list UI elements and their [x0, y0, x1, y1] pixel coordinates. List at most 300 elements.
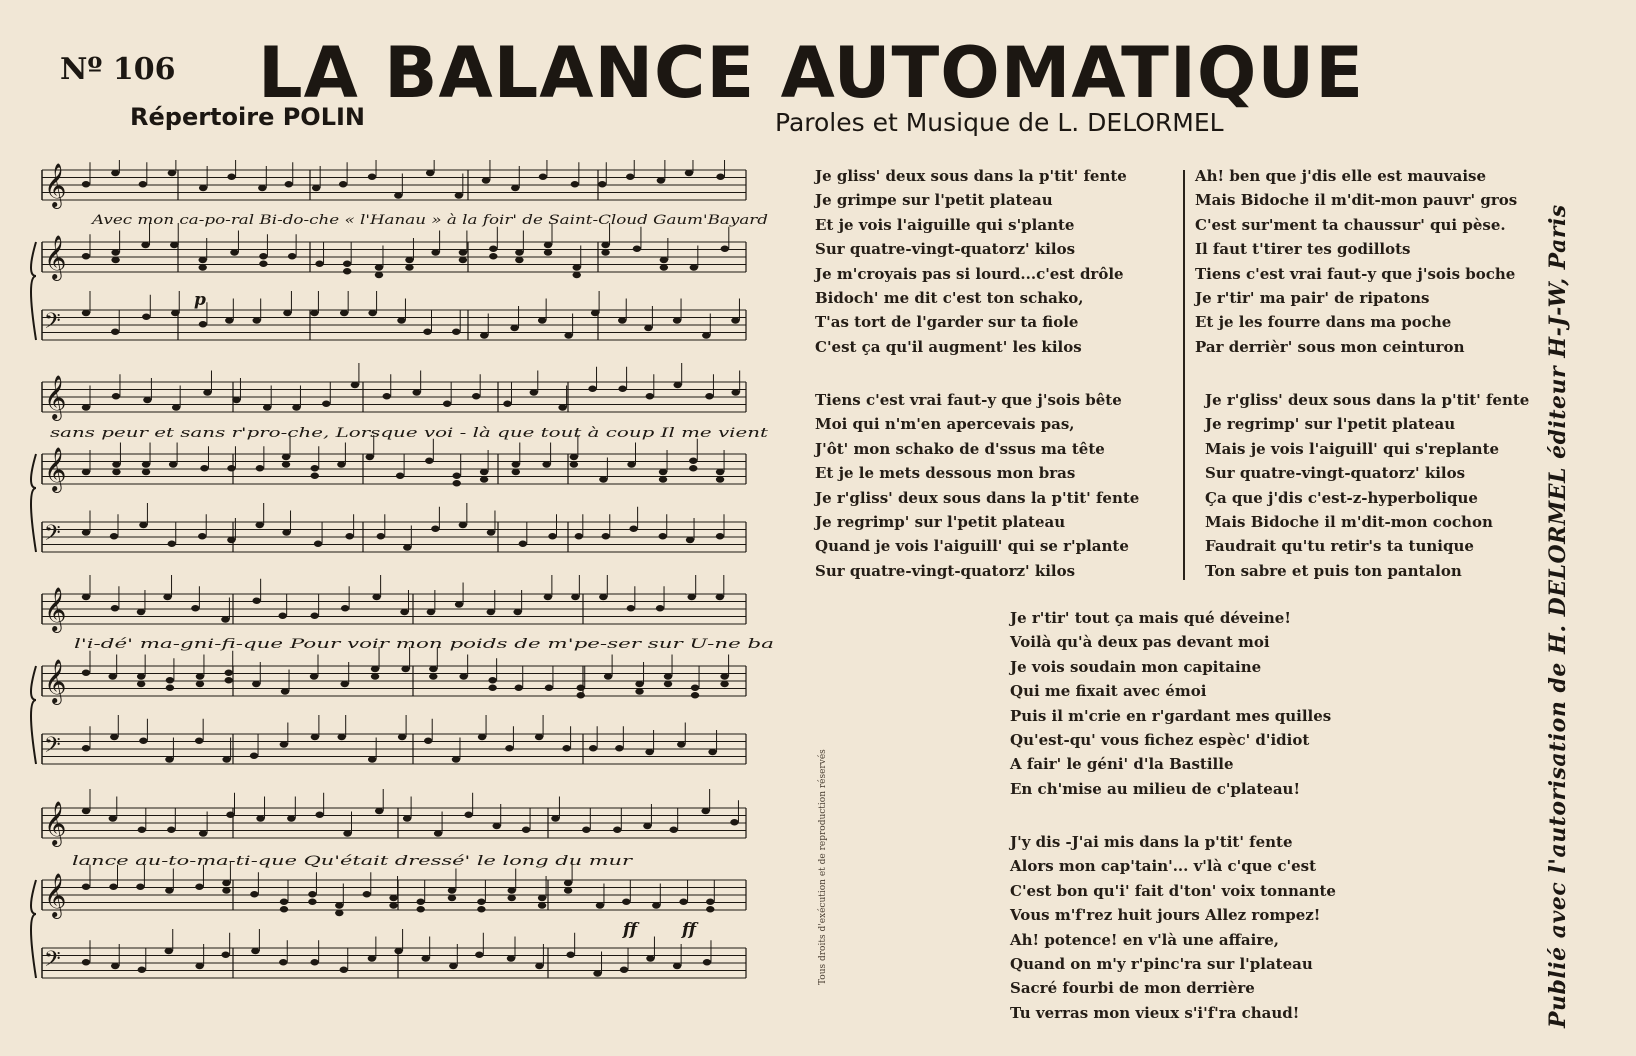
- notehead-icon: [448, 887, 456, 893]
- notehead-icon: [141, 242, 149, 248]
- notehead-icon: [111, 329, 119, 335]
- notehead-icon: [170, 242, 178, 248]
- notehead-icon: [368, 756, 376, 762]
- notehead-icon: [398, 734, 406, 740]
- notehead-icon: [310, 673, 318, 679]
- notehead-icon: [279, 959, 287, 965]
- notehead-icon: [82, 469, 90, 475]
- column-divider: [1183, 170, 1185, 580]
- notehead-icon: [375, 264, 383, 270]
- notehead-icon: [679, 899, 687, 905]
- notehead-icon: [443, 401, 451, 407]
- notehead-icon: [82, 670, 90, 676]
- lyric-line: Tu verras mon vieux s'i'f'ra chaud!: [1010, 1003, 1300, 1022]
- notehead-icon: [339, 181, 347, 187]
- lyric-line: Il faut t'tirer tes godillots: [1195, 240, 1411, 259]
- notehead-icon: [227, 465, 235, 471]
- notehead-icon: [280, 741, 288, 747]
- notehead-icon: [660, 257, 668, 263]
- notehead-icon: [656, 605, 664, 611]
- notehead-icon: [225, 317, 233, 323]
- notehead-icon: [195, 963, 203, 969]
- notehead-icon: [535, 734, 543, 740]
- notehead-icon: [702, 332, 710, 338]
- notehead-icon: [705, 393, 713, 399]
- notehead-icon: [570, 454, 578, 460]
- notehead-icon: [508, 887, 516, 893]
- notehead-icon: [200, 465, 208, 471]
- lyric-line: Quand on m'y r'pinc'ra sur l'plateau: [1010, 955, 1313, 974]
- notehead-icon: [251, 948, 259, 954]
- notehead-icon: [599, 476, 607, 482]
- notehead-icon: [673, 317, 681, 323]
- notehead-icon: [538, 317, 546, 323]
- notehead-icon: [403, 544, 411, 550]
- notehead-icon: [335, 902, 343, 908]
- notehead-icon: [429, 666, 437, 672]
- notehead-icon: [315, 261, 323, 267]
- notehead-icon: [136, 884, 144, 890]
- notehead-icon: [375, 808, 383, 814]
- notehead-icon: [311, 465, 319, 471]
- notehead-icon: [659, 469, 667, 475]
- notehead-icon: [455, 192, 463, 198]
- notehead-icon: [368, 174, 376, 180]
- notehead-icon: [111, 605, 119, 611]
- notehead-icon: [480, 332, 488, 338]
- notehead-icon: [645, 749, 653, 755]
- notehead-icon: [281, 688, 289, 694]
- notehead-icon: [513, 609, 521, 615]
- notehead-icon: [110, 734, 118, 740]
- lyrics-column-2-stanza-2: [1205, 388, 1529, 583]
- notehead-icon: [564, 880, 572, 886]
- notehead-icon: [673, 382, 681, 388]
- notehead-icon: [109, 884, 117, 890]
- notehead-icon: [730, 819, 738, 825]
- notehead-icon: [169, 461, 177, 467]
- notehead-icon: [412, 389, 420, 395]
- notehead-icon: [112, 393, 120, 399]
- notehead-icon: [664, 673, 672, 679]
- notehead-icon: [405, 257, 413, 263]
- treble-clef-icon: 𝄞: [44, 375, 67, 419]
- notehead-icon: [716, 174, 724, 180]
- notehead-icon: [230, 249, 238, 255]
- notehead-icon: [601, 242, 609, 248]
- score-lyric-3: l'i-dé' ma-gni-fi-que Pour voir mon poids de m'pe-ser sur U-ne ba: [74, 637, 774, 652]
- song-title: LA BALANCE AUTOMATIQUE: [258, 32, 1365, 114]
- notehead-icon: [255, 522, 263, 528]
- notehead-icon: [515, 249, 523, 255]
- notehead-icon: [310, 613, 318, 619]
- notehead-icon: [340, 967, 348, 973]
- notehead-icon: [691, 685, 699, 691]
- notehead-icon: [493, 823, 501, 829]
- lyric-line: Tiens c'est vrai faut-y que j'sois bête: [815, 391, 1122, 409]
- lyrics-column-3-stanza-2: [1010, 830, 1336, 1025]
- notehead-icon: [613, 827, 621, 833]
- notehead-icon: [571, 181, 579, 187]
- notehead-icon: [685, 170, 693, 176]
- lyric-line: C'est sur'ment ta chaussur' qui pèse.: [1195, 215, 1506, 234]
- notehead-icon: [627, 461, 635, 467]
- notehead-icon: [371, 666, 379, 672]
- notehead-icon: [544, 594, 552, 600]
- repertoire-label: Répertoire POLIN: [130, 103, 366, 131]
- notehead-icon: [477, 899, 485, 905]
- notehead-icon: [278, 613, 286, 619]
- notehead-icon: [310, 959, 318, 965]
- notehead-icon: [139, 522, 147, 528]
- notehead-icon: [199, 257, 207, 263]
- notehead-icon: [112, 461, 120, 467]
- lyrics-column-3-stanza-1: [1010, 606, 1331, 801]
- notehead-icon: [488, 677, 496, 683]
- legal-note: Tous droits d'exécution et de reproduction réservés: [818, 749, 828, 985]
- notehead-icon: [577, 685, 585, 691]
- notehead-icon: [250, 891, 258, 897]
- notehead-icon: [708, 749, 716, 755]
- notehead-icon: [221, 952, 229, 958]
- treble-clef-icon: 𝄞: [44, 801, 67, 845]
- notehead-icon: [263, 404, 271, 410]
- notehead-icon: [669, 827, 677, 833]
- notehead-icon: [111, 963, 119, 969]
- notehead-icon: [322, 401, 330, 407]
- notehead-icon: [195, 738, 203, 744]
- lyric-line: Je r'gliss' deux sous dans la p'tit' fente: [815, 488, 1140, 507]
- notehead-icon: [535, 963, 543, 969]
- notehead-icon: [142, 461, 150, 467]
- notehead-icon: [673, 963, 681, 969]
- notehead-icon: [427, 609, 435, 615]
- notehead-icon: [343, 261, 351, 267]
- notehead-icon: [507, 955, 515, 961]
- notehead-icon: [620, 967, 628, 973]
- notehead-icon: [434, 830, 442, 836]
- notehead-icon: [111, 170, 119, 176]
- lyric-line: Je gliss' deux sous dans la p'tit' fente: [815, 167, 1127, 185]
- lyric-line: Qu'est-qu' vous fichez espèc' d'idiot: [1010, 731, 1310, 750]
- notehead-icon: [452, 329, 460, 335]
- notehead-icon: [372, 594, 380, 600]
- lyric-line: Sacré fourbi de mon derrière: [1010, 979, 1255, 998]
- notehead-icon: [452, 756, 460, 762]
- lyrics-column-1-stanza-1: [815, 164, 1127, 359]
- lyric-line: Et je les fourre dans ma poche: [1195, 313, 1452, 332]
- notehead-icon: [337, 461, 345, 467]
- notehead-icon: [143, 397, 151, 403]
- notehead-icon: [343, 830, 351, 836]
- notehead-icon: [82, 310, 90, 316]
- notehead-icon: [627, 605, 635, 611]
- lyrics-column-1-stanza-2: [815, 388, 1139, 583]
- notehead-icon: [222, 756, 230, 762]
- notehead-icon: [731, 389, 739, 395]
- notehead-icon: [633, 246, 641, 252]
- notehead-icon: [314, 541, 322, 547]
- notehead-icon: [252, 598, 260, 604]
- notehead-icon: [196, 673, 204, 679]
- notehead-icon: [401, 666, 409, 672]
- notehead-icon: [168, 170, 176, 176]
- notehead-icon: [199, 830, 207, 836]
- notehead-icon: [108, 673, 116, 679]
- notehead-icon: [582, 827, 590, 833]
- notehead-icon: [82, 808, 90, 814]
- lyric-line: Alors mon cap'tain'... v'là c'que c'est: [1010, 857, 1317, 876]
- lyric-line: Je vois soudain mon capitaine: [1010, 657, 1262, 676]
- notehead-icon: [551, 815, 559, 821]
- notehead-icon: [82, 959, 90, 965]
- notehead-icon: [588, 386, 596, 392]
- notehead-icon: [396, 473, 404, 479]
- notehead-icon: [351, 382, 359, 388]
- dynamic-mark-p: p: [194, 290, 206, 310]
- credits-label: Paroles et Musique de L. DELORMEL: [775, 108, 1224, 137]
- notehead-icon: [690, 264, 698, 270]
- lyric-line: Quand je vois l'aiguill' qui se r'plante: [815, 537, 1129, 556]
- score-lyric-1: Avec mon ca-po-ral Bi-do-che « l'Hanau » à la foir' de Saint-Cloud Gaum'Bayard: [90, 213, 768, 228]
- notehead-icon: [259, 253, 267, 259]
- dynamic-mark-ff-2: ff: [682, 920, 697, 940]
- notehead-icon: [222, 880, 230, 886]
- lyric-line: Ton sabre et puis ton pantalon: [1205, 561, 1462, 580]
- notehead-icon: [573, 264, 581, 270]
- notehead-icon: [646, 955, 654, 961]
- notehead-icon: [480, 469, 488, 475]
- lyric-line: Vous m'f'rez huit jours Allez rompez!: [1010, 906, 1321, 925]
- notehead-icon: [455, 601, 463, 607]
- lyric-line: Mais Bidoche il m'dit-mon pauvr' gros: [1195, 191, 1518, 210]
- notehead-icon: [602, 533, 610, 539]
- lyric-line: Faudrait qu'tu retir's ta tunique: [1205, 537, 1474, 556]
- notehead-icon: [110, 533, 118, 539]
- notehead-icon: [389, 895, 397, 901]
- notehead-icon: [604, 673, 612, 679]
- notehead-icon: [400, 609, 408, 615]
- notehead-icon: [363, 891, 371, 897]
- notehead-icon: [598, 181, 606, 187]
- notehead-icon: [232, 397, 240, 403]
- notehead-icon: [515, 685, 523, 691]
- notehead-icon: [459, 249, 467, 255]
- notehead-icon: [191, 605, 199, 611]
- notehead-icon: [423, 329, 431, 335]
- notehead-icon: [137, 673, 145, 679]
- notehead-icon: [644, 325, 652, 331]
- notehead-icon: [165, 756, 173, 762]
- notehead-icon: [394, 192, 402, 198]
- notehead-icon: [562, 745, 570, 751]
- notehead-icon: [421, 955, 429, 961]
- score-lyric-2: sans peur et sans r'pro-che, Lorsque voi - là que tout à coup Il me vient: [50, 426, 770, 441]
- notehead-icon: [487, 609, 495, 615]
- notehead-icon: [282, 529, 290, 535]
- lyric-line: Je regrimp' sur l'petit plateau: [1205, 415, 1456, 434]
- notehead-icon: [478, 734, 486, 740]
- treble-clef-icon: 𝄞: [44, 873, 67, 917]
- notehead-icon: [315, 812, 323, 818]
- notehead-icon: [368, 955, 376, 961]
- notehead-icon: [82, 745, 90, 751]
- lyric-line: En ch'mise au milieu de c'plateau!: [1010, 779, 1301, 798]
- bass-clef-icon: 𝄢: [44, 947, 61, 977]
- notehead-icon: [472, 393, 480, 399]
- notehead-icon: [564, 332, 572, 338]
- notehead-icon: [256, 465, 264, 471]
- lyric-line: Je grimpe sur l'petit plateau: [815, 191, 1053, 210]
- lyric-line: Tiens c'est vrai faut-y que j'sois boche: [1195, 264, 1516, 283]
- notehead-icon: [403, 815, 411, 821]
- notehead-icon: [312, 185, 320, 191]
- notehead-icon: [311, 734, 319, 740]
- notehead-icon: [308, 891, 316, 897]
- notehead-icon: [199, 185, 207, 191]
- notehead-icon: [731, 317, 739, 323]
- lyric-line: A fair' le géni' d'la Bastille: [1010, 755, 1234, 774]
- bass-clef-icon: 𝄢: [44, 733, 61, 763]
- notehead-icon: [227, 537, 235, 543]
- notehead-icon: [558, 404, 566, 410]
- notehead-icon: [288, 253, 296, 259]
- score-lyric-4: lance au-to-ma-ti-que Qu'était dressé' le long du mur: [72, 854, 634, 869]
- notehead-icon: [82, 594, 90, 600]
- lyric-line: C'est ça qu'il augment' les kilos: [815, 337, 1082, 356]
- music-score: [28, 160, 780, 1000]
- lyric-line: Mais Bidoche il m'dit-mon cochon: [1205, 513, 1493, 532]
- notehead-icon: [431, 249, 439, 255]
- notehead-icon: [510, 325, 518, 331]
- lyric-line: T'as tort de l'garder sur ta fiole: [815, 313, 1079, 332]
- notehead-icon: [701, 808, 709, 814]
- treble-clef-icon: 𝄞: [44, 163, 67, 207]
- notehead-icon: [368, 310, 376, 316]
- notehead-icon: [82, 884, 90, 890]
- lyric-line: Et je vois l'aiguille qui s'plante: [815, 215, 1075, 234]
- notehead-icon: [716, 533, 724, 539]
- notehead-icon: [425, 458, 433, 464]
- notehead-icon: [677, 741, 685, 747]
- lyric-line: Sur quatre-vingt-quatorz' kilos: [1205, 464, 1466, 483]
- treble-clef-icon: 𝄞: [44, 659, 67, 703]
- notehead-icon: [459, 522, 467, 528]
- notehead-icon: [591, 310, 599, 316]
- notehead-icon: [475, 952, 483, 958]
- notehead-icon: [165, 948, 173, 954]
- notehead-icon: [341, 605, 349, 611]
- notehead-icon: [503, 401, 511, 407]
- bass-clef-icon: 𝄢: [44, 521, 61, 551]
- notehead-icon: [424, 738, 432, 744]
- notehead-icon: [453, 473, 461, 479]
- notehead-icon: [618, 317, 626, 323]
- notehead-icon: [167, 827, 175, 833]
- notehead-icon: [593, 970, 601, 976]
- lyric-line: Ah! potence! en v'là une affaire,: [1010, 930, 1280, 949]
- bass-clef-icon: 𝄢: [44, 309, 61, 339]
- notehead-icon: [646, 393, 654, 399]
- notehead-icon: [280, 899, 288, 905]
- notehead-icon: [142, 314, 150, 320]
- dynamic-mark-ff-1: ff: [623, 920, 638, 940]
- lyric-line: Je r'tir' tout ça mais qué déveine!: [1010, 609, 1291, 627]
- notehead-icon: [720, 673, 728, 679]
- notehead-icon: [431, 526, 439, 532]
- notehead-icon: [618, 386, 626, 392]
- notehead-icon: [687, 594, 695, 600]
- notehead-icon: [519, 541, 527, 547]
- lyric-line: Je r'gliss' deux sous dans la p'tit' fente: [1205, 391, 1530, 409]
- notehead-icon: [287, 815, 295, 821]
- notehead-icon: [226, 812, 234, 818]
- notehead-icon: [172, 404, 180, 410]
- notehead-icon: [538, 895, 546, 901]
- notehead-icon: [512, 461, 520, 467]
- notehead-icon: [310, 310, 318, 316]
- notehead-icon: [383, 393, 391, 399]
- notehead-icon: [109, 815, 117, 821]
- lyric-line: Qui me fixait avec émoi: [1010, 682, 1207, 701]
- notehead-icon: [716, 469, 724, 475]
- notehead-icon: [589, 745, 597, 751]
- lyric-line: C'est bon qu'i' fait d'ton' voix tonnante: [1010, 881, 1336, 900]
- notehead-icon: [464, 812, 472, 818]
- notehead-icon: [487, 529, 495, 535]
- notehead-icon: [599, 594, 607, 600]
- notehead-icon: [505, 745, 513, 751]
- notehead-icon: [716, 594, 724, 600]
- lyric-line: Ah! ben que j'dis elle est mauvaise: [1195, 167, 1487, 185]
- notehead-icon: [82, 181, 90, 187]
- treble-clef-icon: 𝄞: [44, 447, 67, 491]
- notehead-icon: [195, 884, 203, 890]
- notehead-icon: [221, 616, 229, 622]
- notehead-icon: [252, 681, 260, 687]
- notehead-icon: [626, 174, 634, 180]
- notehead-icon: [459, 673, 467, 679]
- notehead-icon: [168, 541, 176, 547]
- notehead-icon: [82, 404, 90, 410]
- notehead-icon: [163, 594, 171, 600]
- lyric-line: Je regrimp' sur l'petit plateau: [815, 513, 1066, 532]
- notehead-icon: [139, 738, 147, 744]
- notehead-icon: [138, 827, 146, 833]
- notehead-icon: [689, 458, 697, 464]
- lyric-line: Je r'tir' ma pair' de ripatons: [1195, 289, 1430, 308]
- lyric-line: Bidoch' me dit c'est ton schako,: [815, 289, 1084, 308]
- notehead-icon: [397, 317, 405, 323]
- notehead-icon: [198, 533, 206, 539]
- notehead-icon: [171, 310, 179, 316]
- notehead-icon: [657, 177, 665, 183]
- notehead-icon: [706, 899, 714, 905]
- notehead-icon: [166, 677, 174, 683]
- notehead-icon: [139, 181, 147, 187]
- notehead-icon: [258, 185, 266, 191]
- notehead-icon: [622, 899, 630, 905]
- notehead-icon: [635, 681, 643, 687]
- notehead-icon: [377, 533, 385, 539]
- lyric-line: Mais je vois l'aiguill' qui s'replante: [1205, 439, 1500, 458]
- lyric-line: Et je le mets dessous mon bras: [815, 464, 1076, 483]
- notehead-icon: [292, 404, 300, 410]
- notehead-icon: [542, 461, 550, 467]
- notehead-icon: [137, 609, 145, 615]
- notehead-icon: [449, 963, 457, 969]
- notehead-icon: [703, 959, 711, 965]
